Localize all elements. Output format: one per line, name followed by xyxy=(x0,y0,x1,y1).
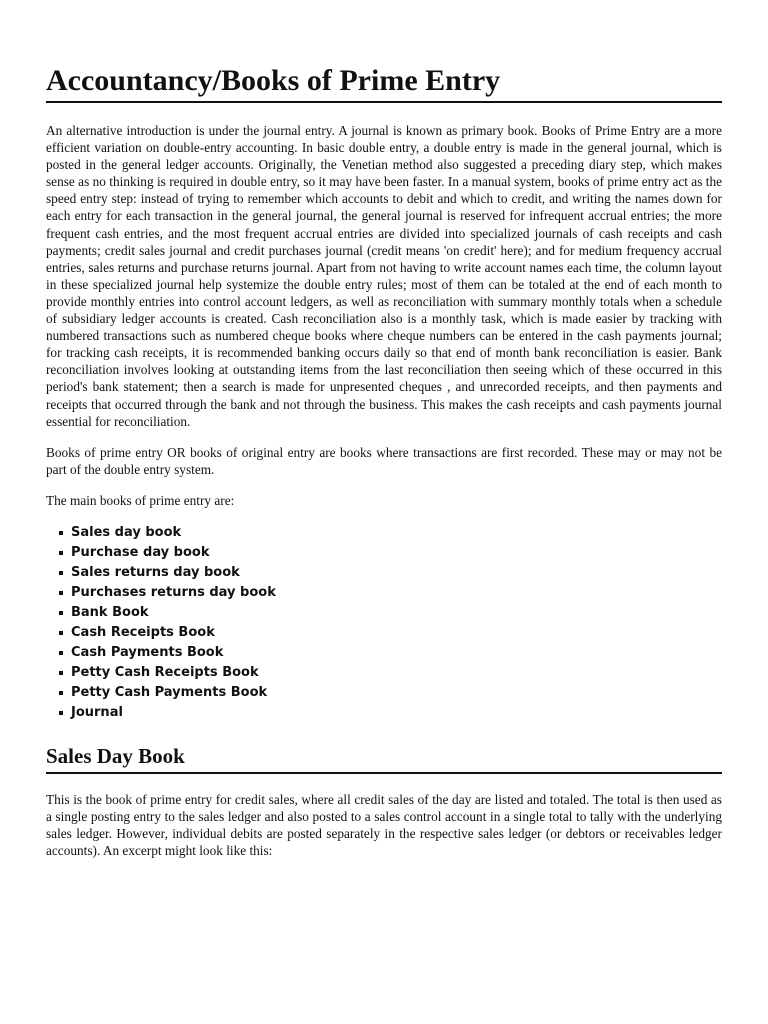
prime-books-list xyxy=(46,523,722,723)
list-item xyxy=(46,683,722,703)
square-bullet-icon xyxy=(59,671,63,675)
list-item xyxy=(46,563,722,583)
list-item-label: Petty Cash Payments Book xyxy=(71,684,268,700)
document-page xyxy=(46,0,722,859)
list-item-label: Sales day book xyxy=(71,524,182,540)
definition-paragraph: Books of prime entry OR books of original entry are books where transactions are first recorded. These may or may not be part of the double entry system. xyxy=(46,444,722,477)
square-bullet-icon xyxy=(59,571,63,575)
square-bullet-icon xyxy=(59,591,63,595)
square-bullet-icon xyxy=(59,651,63,655)
square-bullet-icon xyxy=(59,631,63,635)
list-item-label: Purchase day book xyxy=(71,544,210,560)
page-title: Accountancy/Books of Prime Entry xyxy=(46,63,722,103)
list-item-label: Petty Cash Receipts Book xyxy=(71,664,259,680)
sales-day-book-heading: Sales Day Book xyxy=(46,743,722,774)
intro-paragraph: An alternative introduction is under the journal entry. A journal is known as primary book. Books of Prime Entry are a more efficient variation on double-entry accounting. In basic double entry, a double entry is made in the general journal, which is posted in the general ledger accounts. Originally, the Venetian method also suggested a preceding diary step, which makes sense as no thinking is required in double entry, so it may have been faster. In a manual system, books of prime entry act as the speed entry step: instead of trying to remember which accounts to debit and which to credit, and writing the names down for each entry for each transaction in the general journal, the general journal is reserved for infrequent accrual entries; the more frequent cash entries, and the most frequent accrual entries are divided into specialized journals of cash receipts and cash payments; credit sales journal and credit purchases journal (credit means 'on credit' here); and for medium frequency accrual entries, sales returns and purchase returns journal. Apart from not having to write account names each time, the column layout in these specialized journal help systemize the double entry rules; most of them can be totaled at the end of each month to provide monthly entries into control account ledgers, as well as reconciliation with summary monthly totals when a schedule of subsidiary ledger accounts is created. Cash reconciliation also is a monthly task, which is made easier by tracking with numbered transactions such as numbered cheque books where cheque numbers can be entered in the cash payments journal; for tracking cash receipts, it is recommended banking occurs daily so that end of month bank reconciliation is easier. Bank reconciliation involves looking at outstanding items from the last reconciliation then seeing which of these occurred in this period's bank statement; then a search is made for unpresented cheques , and unrecorded receipts, and then payments and receipts that occurred through the bank and not through the business. This makes the cash receipts and cash payments journal essential for reconciliation. xyxy=(46,123,722,429)
square-bullet-icon xyxy=(59,691,63,695)
list-item-label: Cash Receipts Book xyxy=(71,624,215,640)
list-item-label: Cash Payments Book xyxy=(71,644,224,660)
list-item xyxy=(46,703,722,723)
list-item-label: Journal xyxy=(71,704,123,720)
square-bullet-icon xyxy=(59,551,63,555)
list-item xyxy=(46,583,722,603)
sales-day-book-paragraph: This is the book of prime entry for credit sales, where all credit sales of the day are listed and totaled. The total is then used as a single posting entry to the sales ledger and also posted to a sales control account in a single total to tally with the underlying sales ledger. However, individual debits are posted separately in the respective sales ledger (or debtors or receivables ledger accounts). An excerpt might look like this: xyxy=(46,791,722,859)
list-item xyxy=(46,523,722,543)
square-bullet-icon xyxy=(59,611,63,615)
list-intro: The main books of prime entry are: xyxy=(46,492,235,508)
list-item xyxy=(46,543,722,563)
list-item xyxy=(46,643,722,663)
list-item xyxy=(46,663,722,683)
list-item-label: Bank Book xyxy=(71,604,149,620)
square-bullet-icon xyxy=(59,711,63,715)
list-item-label: Sales returns day book xyxy=(71,564,240,580)
list-item xyxy=(46,623,722,643)
square-bullet-icon xyxy=(59,531,63,535)
list-item xyxy=(46,603,722,623)
list-item-label: Purchases returns day book xyxy=(71,584,276,600)
